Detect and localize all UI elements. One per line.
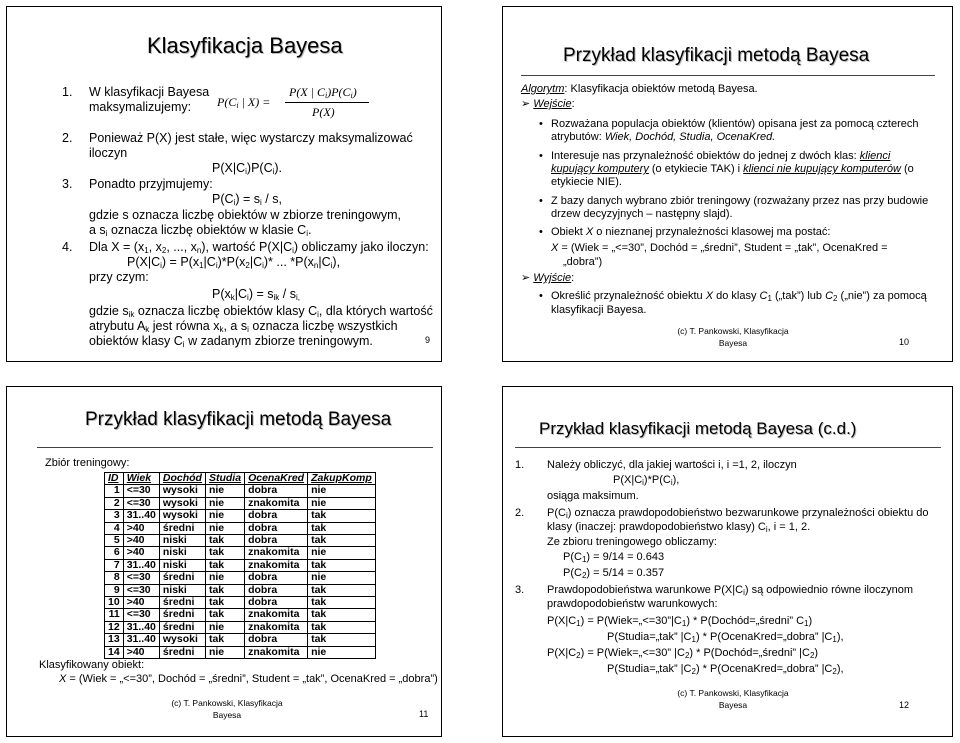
table-cell: nie [205,522,244,534]
prior-formula: $P(C_i) = s_i / s$, [212,192,282,207]
fraction-bar [285,102,369,103]
bullet-text: Z bazy danych wybrano zbiór treningowy (rozważany przez nas przy budowie [551,195,929,207]
bullet-text: Rozważana populacja obiektów (klientów) opisana jest za pomocą czterech [551,118,919,130]
table-row [105,485,376,497]
bullet: • [539,150,543,162]
table-cell: tak [308,559,376,571]
slide-footer: (c) T. Pankowski, Klasyfikacja Bayesa [171,698,283,720]
bullet-text: klasyfikacji Bayesa. [551,304,647,316]
table-cell: średni [159,597,205,609]
table-cell: tak [308,584,376,596]
bayes-formula-lhs: $P(C_i$ | X) = [217,95,271,110]
bullet-text: „dobra”) [563,256,603,268]
item-text: obiektów klasy $C_i$ w zadanym zbiorze treningowym. [89,334,373,349]
table-cell: znakomita [245,646,308,658]
likelihood-formula: $P(X|C_i) = P(x_1|C_i)*P(x_2|C_i)*$ ... $*P(x_n|C_i)$, [127,255,341,270]
item-text: Prawdopodobieństwa warunkowe $P(X|C_i)$ są odpowiednio równe iloczynom [547,584,914,597]
table-cell: nie [205,510,244,522]
table-cell: 7 [105,559,124,571]
table-cell: 11 [105,609,124,621]
table-cell: tak [308,597,376,609]
table-cell: niski [159,547,205,559]
table-row [105,547,376,559]
bullet: • [539,195,543,207]
table-cell: tak [205,634,244,646]
bayes-formula-numerator: P(X | $C_i)P(C_i)$ [289,85,357,100]
bullet-text: Obiekt X o nieznanej przynależności klasowej ma postać: [551,226,831,238]
table-cell: średni [159,522,205,534]
item-text: iloczyn [89,146,128,160]
likelihood-line: P(Studia=„tak” $|C_2$) * P(OcenaKred=„dobra” $|C_2$), [607,663,844,676]
title-divider [37,447,433,448]
table-cell: dobra [245,522,308,534]
table-cell: <=30 [123,497,159,509]
slide-title: Klasyfikacja Bayesa [147,33,343,58]
slide-title: Przykład klasyfikacji metodą Bayesa [563,45,870,66]
bullet: • [539,226,543,238]
table-cell: 9 [105,584,124,596]
item-number: 1. [62,85,73,99]
table-cell: 2 [105,497,124,509]
slide-footer: (c) T. Pankowski, Klasyfikacja Bayesa [677,326,789,348]
table-cell: dobra [245,535,308,547]
table-cell: 31..40 [123,510,159,522]
item-text: Ponadto przyjmujemy: [89,177,213,191]
item-number: 4. [62,240,73,254]
table-cell: dobra [245,572,308,584]
table-cell: >40 [123,547,159,559]
title-divider [521,75,935,76]
table-cell: nie [308,547,376,559]
bullet-text: X = (Wiek = „<=30”, Dochód = „średni”, Student = „tak”, OcenaKred = [551,242,888,254]
table-cell: 1 [105,485,124,497]
training-set-label: Zbiór treningowy: [45,457,130,469]
table-header-row [105,473,376,485]
table-cell: znakomita [245,547,308,559]
table-row [105,646,376,658]
item-number: 2. [515,507,525,519]
table-row [105,572,376,584]
table-cell: nie [308,497,376,509]
table-cell: średni [159,646,205,658]
column-header: ZakupKomp [308,473,376,485]
table-cell: tak [308,609,376,621]
table-row [105,522,376,534]
product-formula: $P(X|C_i)P(C_i)$. [212,161,283,176]
item-number: 1. [515,459,525,471]
likelihood-line: P(Studia=„tak” $|C_1$) * P(OcenaKred=„dobra” $|C_1$), [607,631,844,644]
table-cell: 31..40 [123,621,159,633]
bullet-text: atrybutów: Wiek, Dochód, Studia, OcenaKred. [551,131,776,143]
table-cell: tak [205,584,244,596]
table-row [105,584,376,596]
bullet: • [539,118,543,130]
likelihood-line: $P(X|C_1)$ = $P(Wiek=„<=30”|C_1)$ * P(Dochód=„średni” $C_1$) [547,615,813,628]
item-text: maksymalizujemy: [89,100,192,114]
table-cell: wysoki [159,497,205,509]
table-cell: nie [205,646,244,658]
algorithm-line: Algorytm: Klasyfikacja obiektów metodą Bayesa. [521,83,758,95]
table-cell: znakomita [245,559,308,571]
item-text: Należy obliczyć, dla jakiej wartości i, i =1, 2, iloczyn [547,459,797,471]
table-cell: wysoki [159,485,205,497]
column-header: Wiek [123,473,159,485]
table-cell: <=30 [123,485,159,497]
output-header: ➢ Wyjście: [521,272,575,284]
item-number: 3. [515,584,525,596]
table-cell: tak [205,559,244,571]
item-text: przy czym: [89,270,149,284]
bullet-text: etykiecie NIE). [551,176,622,188]
table-cell: >40 [123,535,159,547]
bullet-text: kupujący komputery (o etykiecie TAK) i klienci nie kupujący komputerów (o [551,163,914,175]
slide-footer: (c) T. Pankowski, Klasyfikacja Bayesa [677,688,789,710]
item-number: 2. [62,131,73,145]
table-cell: 10 [105,597,124,609]
item-text: W klasyfikacji Bayesa [89,85,210,99]
table-cell: 4 [105,522,124,534]
table-cell: 31..40 [123,634,159,646]
table-cell: wysoki [159,510,205,522]
table-cell: <=30 [123,584,159,596]
table-row [105,597,376,609]
table-cell: nie [308,572,376,584]
table-cell: niski [159,584,205,596]
table-cell: średni [159,621,205,633]
table-cell: tak [205,609,244,621]
table-cell: dobra [245,634,308,646]
table-cell: znakomita [245,621,308,633]
item-text: a $s_i$ oznacza liczbę obiektów w klasie $C_i$. [89,223,312,238]
slide-9 [6,6,442,362]
table-row [105,535,376,547]
table-cell: znakomita [245,497,308,509]
item-text: klasy (inaczej: prawdopodobieństwo klasy) $C_i$, i = 1, 2. [547,521,811,534]
table-cell: 8 [105,572,124,584]
table-cell: <=30 [123,572,159,584]
item-text: prawdopodobieństw warunkowych: [547,598,718,610]
item-text: osiąga maksimum. [547,490,639,502]
title-divider [515,447,941,448]
table-cell: niski [159,559,205,571]
input-header: ➢ Wejście: [521,98,575,110]
table-cell: >40 [123,522,159,534]
table-cell: nie [205,497,244,509]
table-cell: tak [308,634,376,646]
table-cell: dobra [245,597,308,609]
table-cell: 14 [105,646,124,658]
table-cell: nie [308,485,376,497]
classified-object: X = (Wiek = „<=30”, Dochód = „średni”, Student = „tak”, OcenaKred = „dobra”) [59,673,438,685]
prior-value: $P(C_1) = 9/14 = 0.643$ [563,551,665,564]
item-text: Ze zbioru treningowego obliczamy: [547,536,717,548]
slide-title: Przykład klasyfikacji metodą Bayesa [85,409,392,430]
bayes-formula-denominator: P(X) [312,105,335,119]
table-cell: niski [159,535,205,547]
page-number: 12 [899,700,910,710]
table-cell: tak [205,535,244,547]
table-cell: wysoki [159,634,205,646]
table-cell: >40 [123,597,159,609]
table-cell: nie [205,572,244,584]
bullet-text: Określić przynależność obiektu X do klasy $C_1$ („tak”) lub $C_2$ („nie”) za pomocą [551,290,927,303]
page-number: 11 [419,709,429,719]
item-text: Ponieważ P(X) jest stałe, więc wystarczy maksymalizować [89,131,413,145]
item-text: gdzie $s_{ik}$ oznacza liczbę obiektów klasy $C_i$, dla których wartość [89,304,433,319]
table-row [105,609,376,621]
table-cell: 31..40 [123,559,159,571]
table-cell: tak [308,522,376,534]
table-cell: znakomita [245,609,308,621]
table-cell: 3 [105,510,124,522]
table-cell: tak [308,535,376,547]
table-cell: tak [205,597,244,609]
column-header: ID [105,473,124,485]
item-text: atrybutu $A_k$ jest równa $x_k$, a $s_i$ oznacza liczbę wszystkich [89,319,398,334]
table-cell: dobra [245,485,308,497]
slide-10 [502,6,953,362]
bullet-text: drzew decyzyjnych – następny slajd). [551,208,733,220]
table-row [105,497,376,509]
table-cell: tak [308,621,376,633]
table-cell: <=30 [123,609,159,621]
table-cell: tak [205,547,244,559]
table-cell: nie [205,485,244,497]
table-row [105,621,376,633]
table-cell: >40 [123,646,159,658]
table-cell: tak [308,510,376,522]
table-row [105,634,376,646]
page-number: 9 [425,335,431,345]
table-cell: 6 [105,547,124,559]
table-cell: nie [205,621,244,633]
column-header: Dochód [159,473,205,485]
likelihood-line: $P(X|C_2)$ = P(Wiek=„<=30” $|C_2$) * P(Dochód=„średni” $|C_2$) [547,647,819,660]
table-cell: dobra [245,510,308,522]
bullet: • [539,290,543,302]
training-table [104,472,376,659]
item-text: gdzie s oznacza liczbę obiektów w zbiorze treningowym, [89,208,401,222]
table-cell: średni [159,572,205,584]
slide-title: Przykład klasyfikacji metodą Bayesa (c.d.) [539,419,857,438]
table-cell: 13 [105,634,124,646]
item-text: $P(C_i)$ oznacza prawdopodobieństwo bezwarunkowe przynależności obiektu do [547,507,929,520]
prior-value: $P(C_2) = 5/14 = 0.357$ [563,567,665,580]
item-number: 3. [62,177,73,191]
bullet-text: Interesuje nas przynależność obiektów do jednej z dwóch klas: klienci [551,150,891,162]
table-cell: nie [308,646,376,658]
table-cell: 12 [105,621,124,633]
item-text: $P(X|C_i)*P(C_i)$, [613,474,680,487]
slide-12 [502,386,953,737]
page-number: 10 [899,337,910,347]
table-cell: dobra [245,584,308,596]
table-row [105,559,376,571]
item-text: Dla $X = (x_1$, $x_2$, ..., $x_n$), wartość $P(X|C_i)$ obliczamy jako iloczyn: [89,240,429,255]
table-row [105,510,376,522]
classified-object-label: Klasyfikowany obiekt: [39,659,145,671]
table-cell: 5 [105,535,124,547]
column-header: Studia [205,473,244,485]
slide-11 [6,386,442,737]
table-cell: średni [159,609,205,621]
column-header: OcenaKred [245,473,308,485]
conditional-formula: $P(x_k|C_i) = s_{ik} / s_{i,}$ [212,287,300,302]
